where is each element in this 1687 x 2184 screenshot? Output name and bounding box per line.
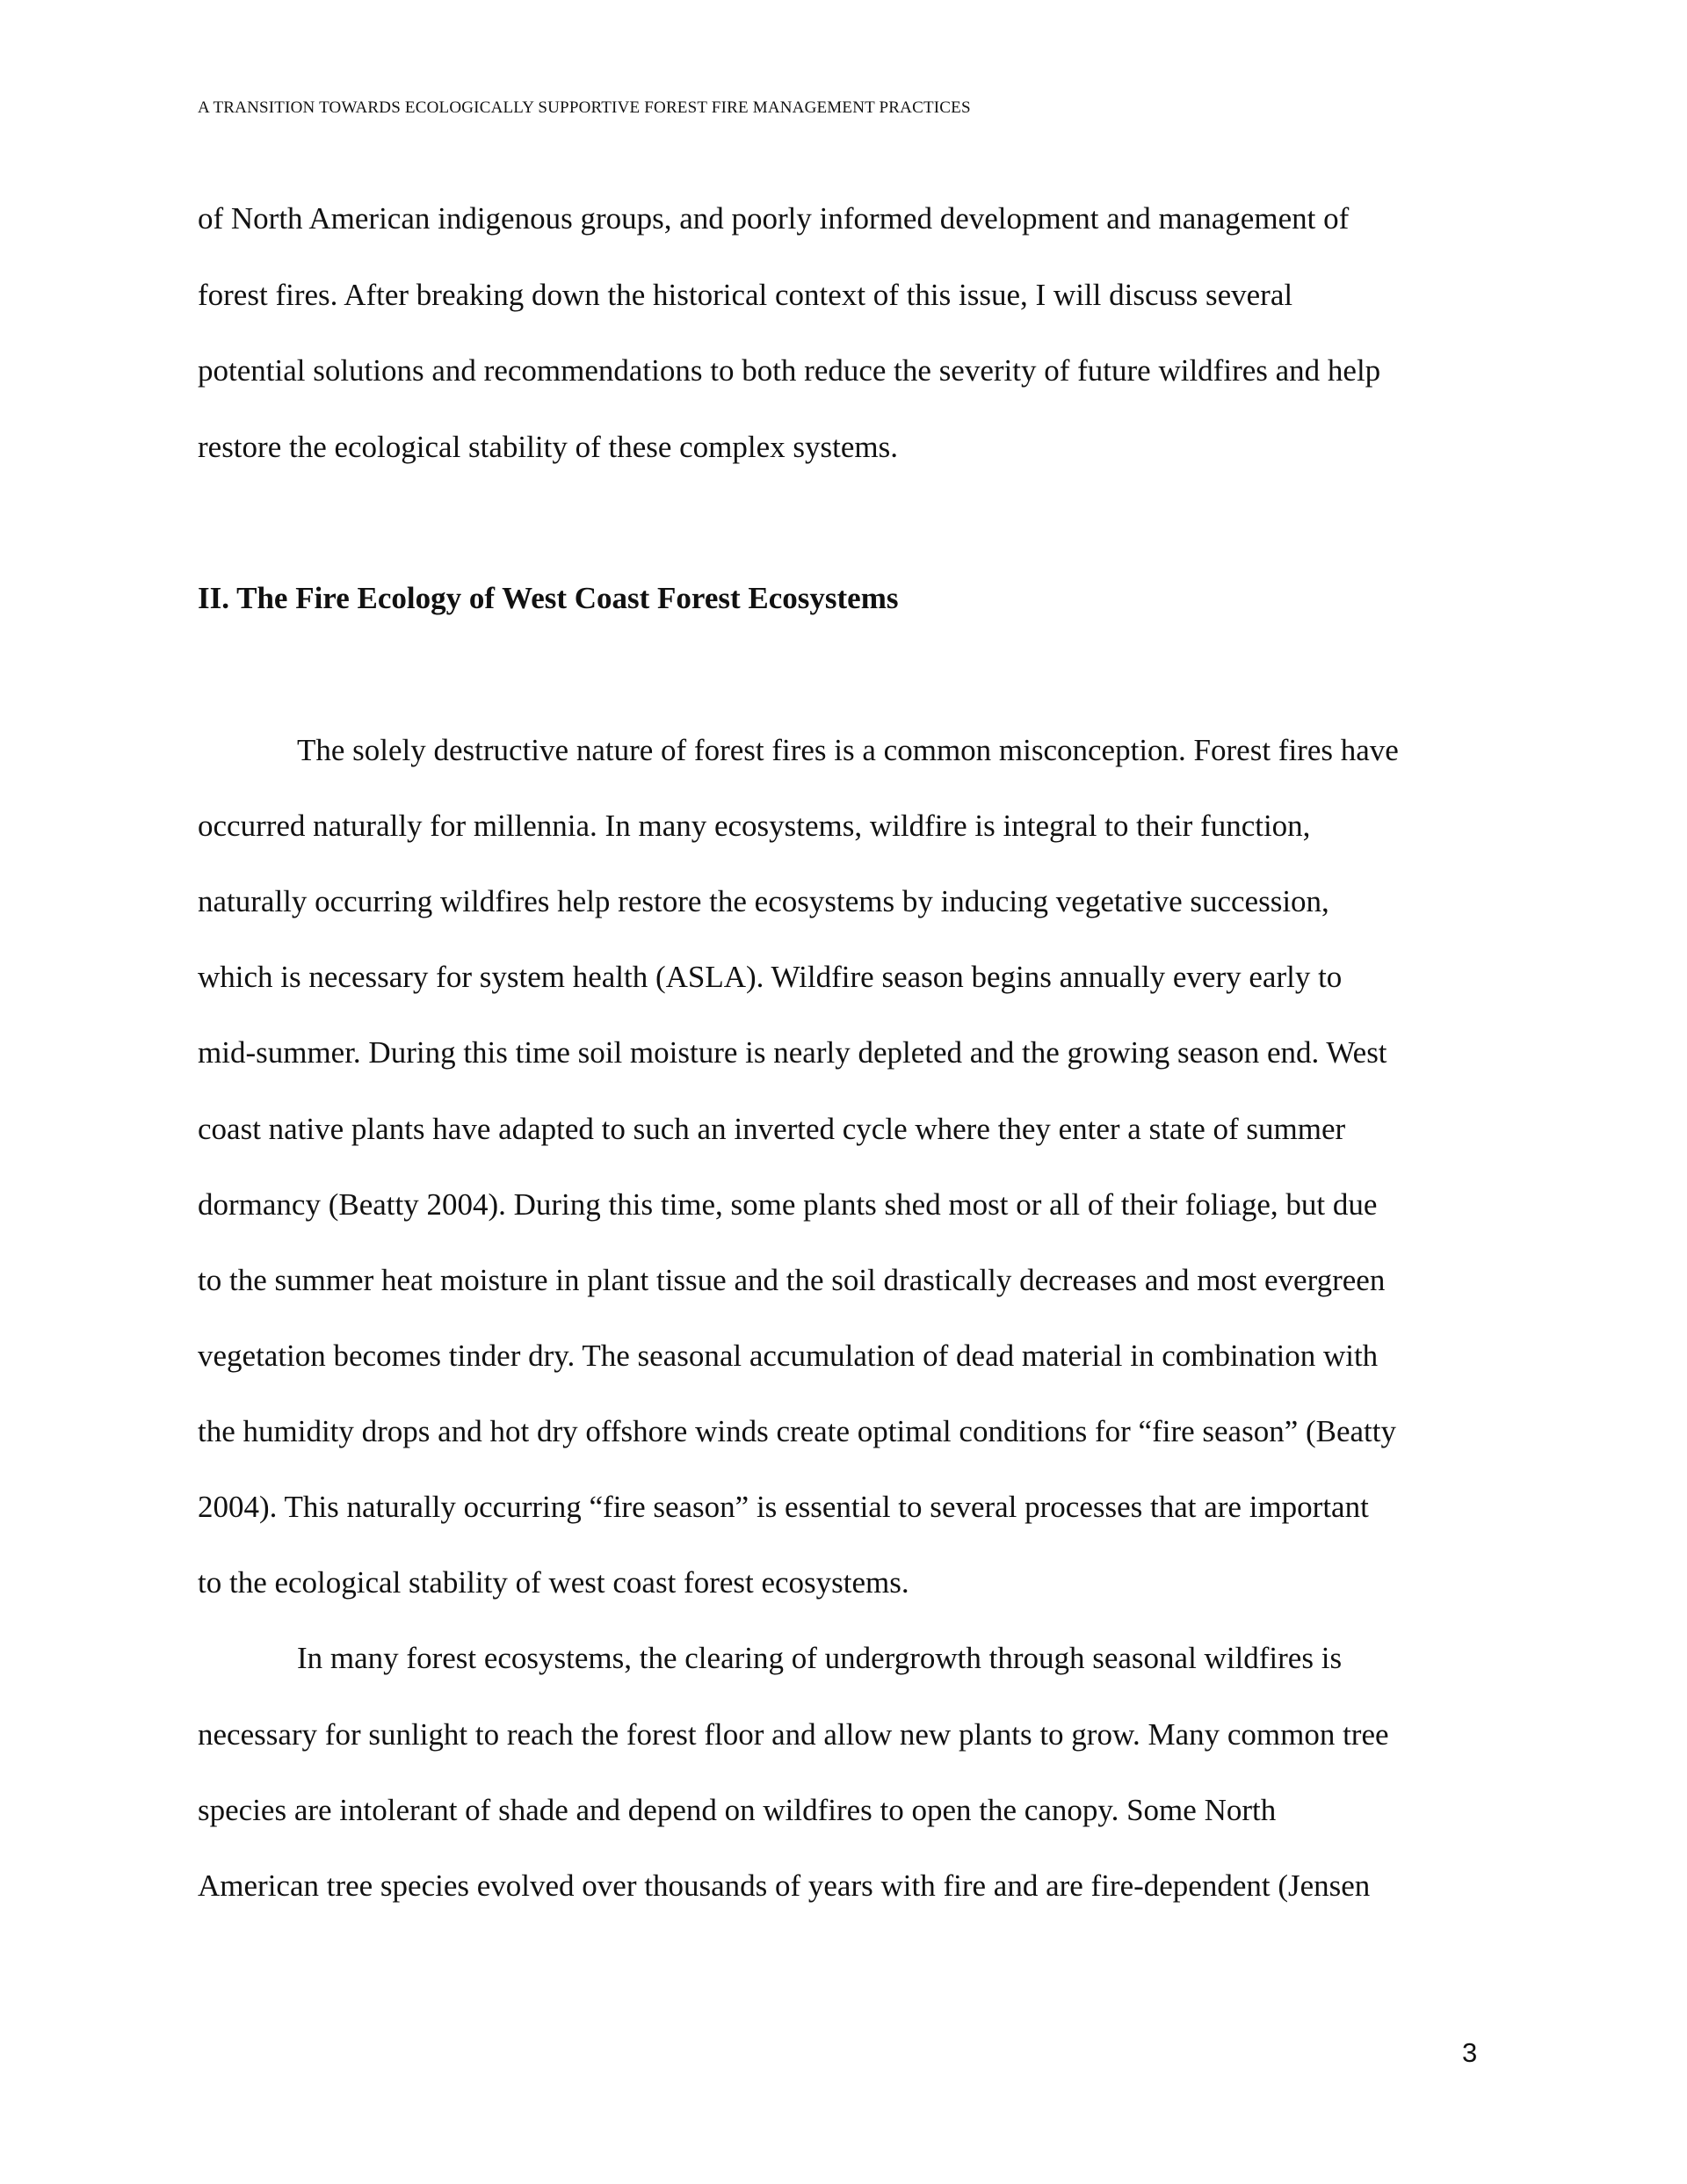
paragraph-line: the humidity drops and hot dry offshore winds create optimal conditions for “fire season” (Beatty [198, 1414, 1397, 1448]
paragraph-line: 2004). This naturally occurring “fire season” is essential to several processes that are important [198, 1490, 1369, 1524]
paragraph-line: to the ecological stability of west coast forest ecosystems. [198, 1565, 909, 1600]
intro-line: restore the ecological stability of these complex systems. [198, 430, 899, 464]
paragraph-line: occurred naturally for millennia. In many ecosystems, wildfire is integral to their function, [198, 809, 1311, 843]
paragraph-line: The solely destructive nature of forest fires is a common misconception. Forest fires have [297, 733, 1399, 767]
paragraph-line: American tree species evolved over thousands of years with fire and are fire-dependent (Jensen [198, 1868, 1371, 1903]
paragraph-line: vegetation becomes tinder dry. The seasonal accumulation of dead material in combination with [198, 1339, 1379, 1373]
page-number: 3 [1462, 2037, 1478, 2068]
paragraph-line: mid-summer. During this time soil moisture is nearly depleted and the growing season end. West [198, 1035, 1387, 1070]
paragraph-line: dormancy (Beatty 2004). During this time, some plants shed most or all of their foliage, but due [198, 1187, 1378, 1222]
section-heading: II. The Fire Ecology of West Coast Forest Ecosystems [198, 581, 899, 615]
paragraph-line: naturally occurring wildfires help restore the ecosystems by inducing vegetative succession, [198, 884, 1329, 918]
paragraph-line: In many forest ecosystems, the clearing of undergrowth through seasonal wildfires is [297, 1641, 1343, 1675]
paragraph-line: which is necessary for system health (ASLA). Wildfire season begins annually every early to [198, 960, 1343, 994]
paragraph-line: species are intolerant of shade and depend on wildfires to open the canopy. Some North [198, 1793, 1277, 1827]
paragraph-line: necessary for sunlight to reach the forest floor and allow new plants to grow. Many common tree [198, 1717, 1389, 1752]
paragraph-line: to the summer heat moisture in plant tissue and the soil drastically decreases and most evergreen [198, 1263, 1386, 1297]
intro-line: forest fires. After breaking down the historical context of this issue, I will discuss several [198, 278, 1293, 312]
intro-line: of North American indigenous groups, and poorly informed development and management of [198, 201, 1350, 236]
intro-line: potential solutions and recommendations to both reduce the severity of future wildfires and help [198, 353, 1381, 388]
running-head: A TRANSITION TOWARDS ECOLOGICALLY SUPPORTIVE FOREST FIRE MANAGEMENT PRACTICES [198, 98, 971, 117]
paragraph-line: coast native plants have adapted to such an inverted cycle where they enter a state of summer [198, 1112, 1346, 1146]
